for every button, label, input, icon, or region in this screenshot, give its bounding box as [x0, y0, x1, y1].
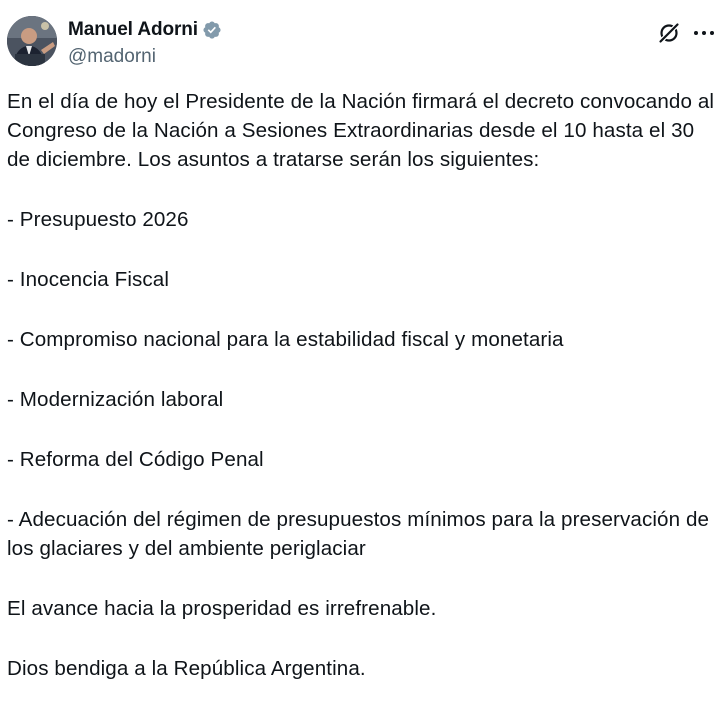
- avatar-photo: [7, 16, 57, 66]
- agenda-item: - Compromiso nacional para la estabilidad fiscal y monetaria: [7, 328, 564, 351]
- name-row: [68, 18, 222, 42]
- agenda-item: - Inocencia Fiscal: [7, 268, 170, 291]
- grok-icon[interactable]: [657, 21, 681, 45]
- agenda-item: - Modernización laboral: [7, 388, 224, 411]
- tweet-header: [7, 16, 715, 70]
- tweet-closing: Dios bendiga a la República Argentina.: [7, 657, 366, 680]
- display-name[interactable]: Manuel Adorni: [68, 19, 198, 40]
- tweet-closing: El avance hacia la prosperidad es irrefrenable.: [7, 597, 437, 620]
- avatar[interactable]: [7, 16, 57, 66]
- more-options-icon[interactable]: [691, 21, 717, 45]
- handle[interactable]: @madorni: [68, 46, 156, 67]
- agenda-item: - Reforma del Código Penal: [7, 448, 264, 471]
- agenda-item: - Presupuesto 2026: [7, 208, 189, 231]
- tweet-text: [7, 87, 719, 683]
- tweet-intro: En el día de hoy el Presidente de la Nación firmará el decreto convocando al Congreso de la Nación a Sesiones Extraordinarias desde el 10 hasta el 30 de diciembre. Los asuntos a tratarse serán los siguientes:: [7, 90, 715, 171]
- agenda-item: - Adecuación del régimen de presupuestos mínimos para la preservación de los glaciares y del ambiente periglaciar: [7, 508, 710, 560]
- verified-badge-icon: [202, 20, 222, 40]
- author-info: [68, 18, 222, 68]
